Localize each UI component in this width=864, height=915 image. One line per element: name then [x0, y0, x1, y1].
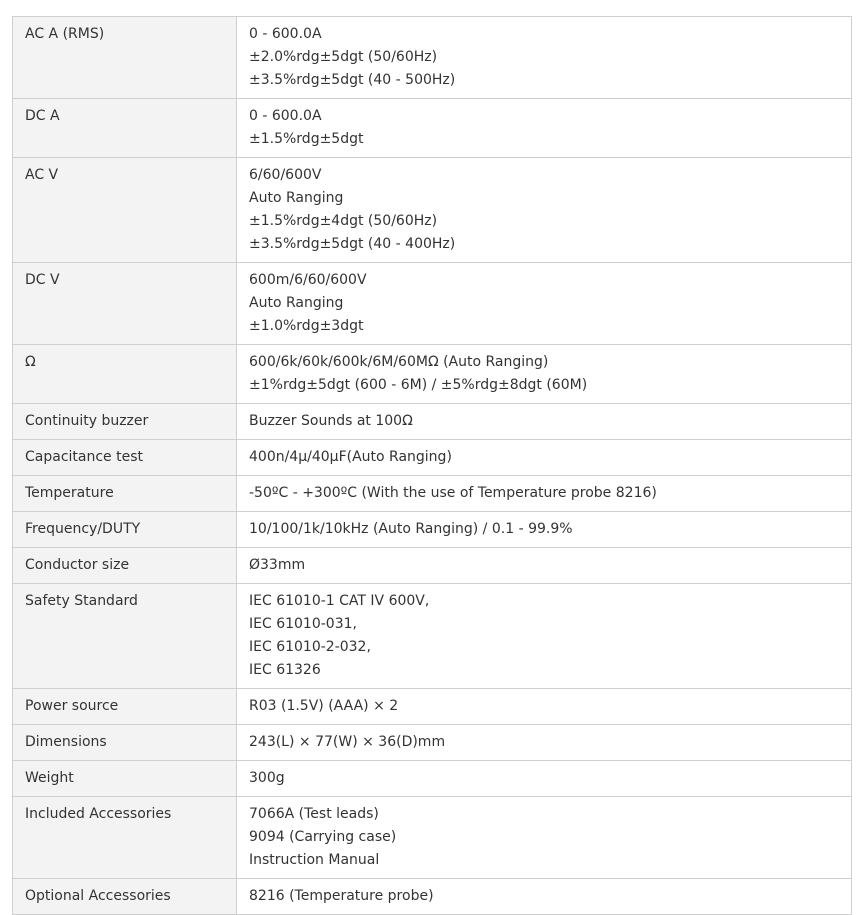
- spec-value-line: 600/6k/60k/600k/6M/60MΩ (Auto Ranging): [249, 354, 549, 370]
- spec-value: [237, 548, 852, 584]
- spec-row: [13, 797, 852, 879]
- spec-value-line: 10/100/1k/10kHz (Auto Ranging) / 0.1 - 99.9%: [249, 521, 573, 537]
- spec-value-line: 6/60/600V: [249, 167, 322, 183]
- spec-value: [237, 797, 852, 879]
- spec-value-line: IEC 61010-2-032,: [249, 639, 371, 655]
- spec-row: [13, 158, 852, 263]
- spec-value-line: ±3.5%rdg±5dgt (40 - 400Hz): [249, 236, 456, 252]
- spec-value-line: 9094 (Carrying case): [249, 829, 397, 845]
- spec-row: [13, 548, 852, 584]
- spec-value-line: 0 - 600.0A: [249, 108, 322, 124]
- spec-row: [13, 99, 852, 158]
- spec-value-line: Buzzer Sounds at 100Ω: [249, 413, 413, 429]
- spec-row: [13, 584, 852, 689]
- spec-row: [13, 761, 852, 797]
- spec-value-line: ±1.0%rdg±3dgt: [249, 318, 364, 334]
- spec-value-line: ±2.0%rdg±5dgt (50/60Hz): [249, 49, 438, 65]
- spec-row: [13, 17, 852, 99]
- spec-value-line: IEC 61010-1 CAT IV 600V,: [249, 593, 430, 609]
- spec-value: [237, 879, 852, 915]
- spec-value-line: 8216 (Temperature probe): [249, 888, 434, 904]
- spec-value: [237, 512, 852, 548]
- spec-label: Temperature: [13, 476, 237, 512]
- spec-row: [13, 476, 852, 512]
- spec-value: [237, 440, 852, 476]
- spec-value: [237, 17, 852, 99]
- spec-value-line: IEC 61326: [249, 662, 321, 678]
- spec-value-line: 7066A (Test leads): [249, 806, 379, 822]
- spec-value-line: 243(L) × 77(W) × 36(D)mm: [249, 734, 446, 750]
- spec-label: Included Accessories: [13, 797, 237, 879]
- spec-value-line: ±1.5%rdg±5dgt: [249, 131, 364, 147]
- spec-value-line: 400n/4μ/40μF(Auto Ranging): [249, 449, 452, 465]
- spec-value-line: Auto Ranging: [249, 295, 344, 311]
- spec-value: [237, 158, 852, 263]
- spec-row: [13, 689, 852, 725]
- spec-label: DC A: [13, 99, 237, 158]
- spec-table-body: [13, 17, 852, 915]
- spec-label: Dimensions: [13, 725, 237, 761]
- spec-label: Weight: [13, 761, 237, 797]
- spec-row: [13, 512, 852, 548]
- spec-value: [237, 584, 852, 689]
- spec-value-line: 600m/6/60/600V: [249, 272, 367, 288]
- spec-label: Conductor size: [13, 548, 237, 584]
- spec-table-container: [12, 16, 852, 915]
- spec-value-line: Auto Ranging: [249, 190, 344, 206]
- spec-table: [12, 16, 852, 915]
- spec-row: [13, 263, 852, 345]
- spec-label: Continuity buzzer: [13, 404, 237, 440]
- spec-label: DC V: [13, 263, 237, 345]
- spec-value: [237, 689, 852, 725]
- spec-value: [237, 99, 852, 158]
- spec-value: [237, 725, 852, 761]
- spec-value: [237, 263, 852, 345]
- spec-label: Safety Standard: [13, 584, 237, 689]
- spec-row: [13, 345, 852, 404]
- spec-value-line: Ø33mm: [249, 557, 306, 573]
- spec-value: [237, 476, 852, 512]
- spec-value-line: -50ºC - +300ºC (With the use of Temperature probe 8216): [249, 485, 657, 501]
- spec-label: Frequency/DUTY: [13, 512, 237, 548]
- spec-label: Ω: [13, 345, 237, 404]
- spec-value-line: R03 (1.5V) (AAA) × 2: [249, 698, 399, 714]
- spec-row: [13, 404, 852, 440]
- spec-value: [237, 345, 852, 404]
- spec-value-line: ±1.5%rdg±4dgt (50/60Hz): [249, 213, 438, 229]
- spec-label: Power source: [13, 689, 237, 725]
- spec-value-line: ±3.5%rdg±5dgt (40 - 500Hz): [249, 72, 456, 88]
- spec-label: Capacitance test: [13, 440, 237, 476]
- spec-value: [237, 761, 852, 797]
- spec-value-line: 0 - 600.0A: [249, 26, 322, 42]
- spec-value-line: 300g: [249, 770, 285, 786]
- spec-label: Optional Accessories: [13, 879, 237, 915]
- spec-label: AC A (RMS): [13, 17, 237, 99]
- spec-value: [237, 404, 852, 440]
- spec-row: [13, 879, 852, 915]
- spec-value-line: Instruction Manual: [249, 852, 380, 868]
- spec-value-line: ±1%rdg±5dgt (600 - 6M) / ±5%rdg±8dgt (60M): [249, 377, 588, 393]
- spec-row: [13, 725, 852, 761]
- spec-label: AC V: [13, 158, 237, 263]
- spec-value-line: IEC 61010-031,: [249, 616, 357, 632]
- spec-row: [13, 440, 852, 476]
